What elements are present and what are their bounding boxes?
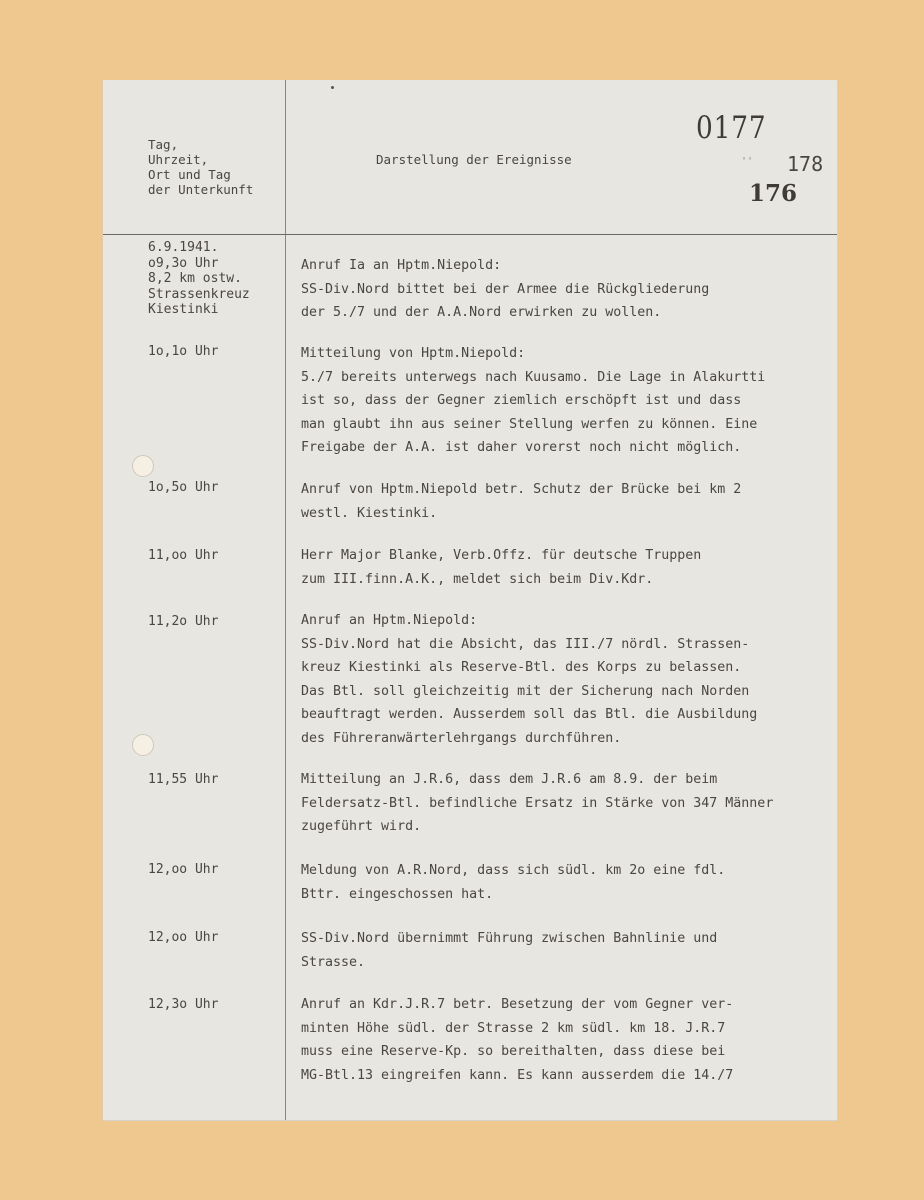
- ink-mark: '': [741, 156, 754, 167]
- entry-time: 11,55 Uhr: [148, 772, 219, 787]
- entry-time: 12,oo Uhr: [148, 930, 219, 945]
- column-header-events: Darstellung der Ereignisse: [376, 152, 572, 167]
- entry-time: 1o,5o Uhr: [148, 480, 219, 495]
- entry-text: Herr Major Blanke, Verb.Offz. für deutsche Truppen zum III.finn.A.K., meldet sich beim Div.Kdr.: [301, 548, 702, 587]
- ink-dot: [331, 86, 334, 89]
- entry-text: Anruf an Kdr.J.R.7 betr. Besetzung der vom Gegner ver- minten Höhe südl. der Strasse 2 km südl. km 18. J.R.7 muss eine Reserve-Kp. so bereithalten, dass diese bei MG-Btl.13 eingreifen kann. Es kann ausserdem die 14./7: [301, 997, 734, 1083]
- entry-time: 1o,1o Uhr: [148, 344, 219, 359]
- entry-text: Mitteilung an J.R.6, dass dem J.R.6 am 8.9. der beim Feldersatz-Btl. befindliche Ersatz in Stärke von 347 Männer zugeführt wird.: [301, 772, 774, 834]
- entry-text: Mitteilung von Hptm.Niepold: 5./7 bereits unterwegs nach Kuusamo. Die Lage in Alakurtti ist so, dass der Gegner ziemlich erschöpft ist und dass man glaubt ihn aus seiner Stellung werfen zu können. Eine Freigabe der A.A. ist daher vorerst noch nicht möglich.: [301, 346, 766, 455]
- entry-text: Anruf an Hptm.Niepold: SS-Div.Nord hat die Absicht, das III./7 nördl. Strassen- kreuz Kiestinki als Reserve-Btl. des Korps zu belassen. Das Btl. soll gleichzeitig mit der Sicherung nach Norden beauftragt werden. Ausserdem soll das Btl. die Ausbildung des Führeranwärterlehrgangs durchführen.: [301, 613, 758, 746]
- entry-text: SS-Div.Nord übernimmt Führung zwischen Bahnlinie und Strasse.: [301, 931, 718, 970]
- page-number: 176: [749, 180, 798, 207]
- entry-time: 11,oo Uhr: [148, 548, 219, 563]
- entry-time: 12,3o Uhr: [148, 997, 219, 1012]
- entry-text: Anruf von Hptm.Niepold betr. Schutz der Brücke bei km 2 westl. Kiestinki.: [301, 482, 742, 521]
- punch-hole-lower: [132, 734, 154, 756]
- entry-time: 12,oo Uhr: [148, 862, 219, 877]
- entry-text: Meldung von A.R.Nord, dass sich südl. km 2o eine fdl. Bttr. eingeschossen hat.: [301, 863, 726, 902]
- document-page: [103, 80, 837, 1120]
- punch-hole-upper: [132, 455, 154, 477]
- entry-text: Anruf Ia an Hptm.Niepold: SS-Div.Nord bittet bei der Armee die Rückgliederung der 5./7 und der A.A.Nord erwirken zu wollen.: [301, 258, 710, 320]
- column-divider: [285, 80, 286, 1120]
- entry-time: 11,2o Uhr: [148, 614, 219, 629]
- entry-time: 6.9.1941. o9,3o Uhr 8,2 km ostw. Strassenkreuz Kiestinki: [148, 240, 250, 317]
- archive-stamp-number: 0177: [696, 110, 767, 146]
- header-divider: [103, 234, 837, 235]
- column-header-date-time: Tag, Uhrzeit, Ort und Tag der Unterkunft: [148, 137, 254, 197]
- page-number-secondary: 178: [787, 152, 824, 176]
